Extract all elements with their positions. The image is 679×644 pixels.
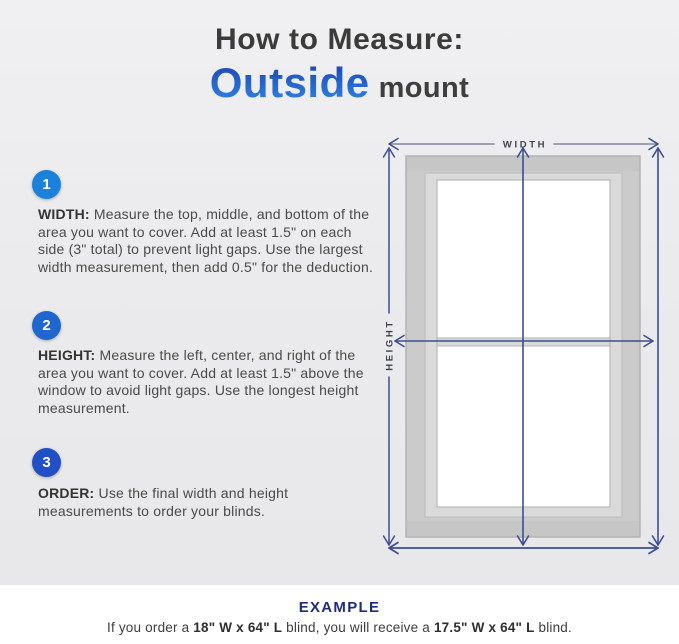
mount-type-highlight: Outside xyxy=(209,59,370,106)
step-1-label: WIDTH: xyxy=(38,206,90,222)
step-3-text xyxy=(38,485,378,520)
step-2-body: Measure the left, center, and right of the area you want to cover. Add at least 1.5" above the window to avoid light gaps. Use the longest height measurement. xyxy=(38,347,364,416)
step-2-badge xyxy=(32,311,61,340)
step-1-number: 1 xyxy=(42,176,51,193)
example-received-size: 17.5" W x 64" L xyxy=(433,620,535,635)
step-1-badge xyxy=(32,170,61,199)
example-middle: blind, you will receive a xyxy=(282,620,434,635)
step-2-label: HEIGHT: xyxy=(38,347,96,363)
example-section xyxy=(0,585,679,644)
step-1-body: Measure the top, middle, and bottom of the area you want to cover. Add at least 1.5" on each side (3" total) to prevent light gaps. Use the largest width measurement, then add 0.5" for the deduction. xyxy=(38,206,374,275)
window-measurement-diagram xyxy=(375,135,670,560)
example-ordered-size: 18" W x 64" L xyxy=(193,620,283,635)
example-suffix: blind. xyxy=(534,620,572,635)
page-title-line2 xyxy=(0,59,679,117)
step-2-number: 2 xyxy=(42,317,51,334)
example-heading: EXAMPLE xyxy=(298,599,381,616)
height-arrow-right xyxy=(653,148,664,545)
page-title-line1: How to Measure: xyxy=(214,23,465,56)
width-label: WIDTH xyxy=(502,139,548,151)
step-2-text xyxy=(38,347,378,417)
example-prefix: If you order a xyxy=(107,620,194,635)
mount-type-rest: mount xyxy=(378,72,470,104)
step-1-text xyxy=(38,206,378,276)
height-label: HEIGHT xyxy=(384,319,396,371)
step-3-label: ORDER: xyxy=(38,485,95,501)
step-3-number: 3 xyxy=(42,454,51,471)
step-3-badge xyxy=(32,448,61,477)
example-sentence xyxy=(0,620,679,635)
step-3-body: Use the final width and height measurements to order your blinds. xyxy=(38,485,289,519)
title-block xyxy=(0,22,679,117)
